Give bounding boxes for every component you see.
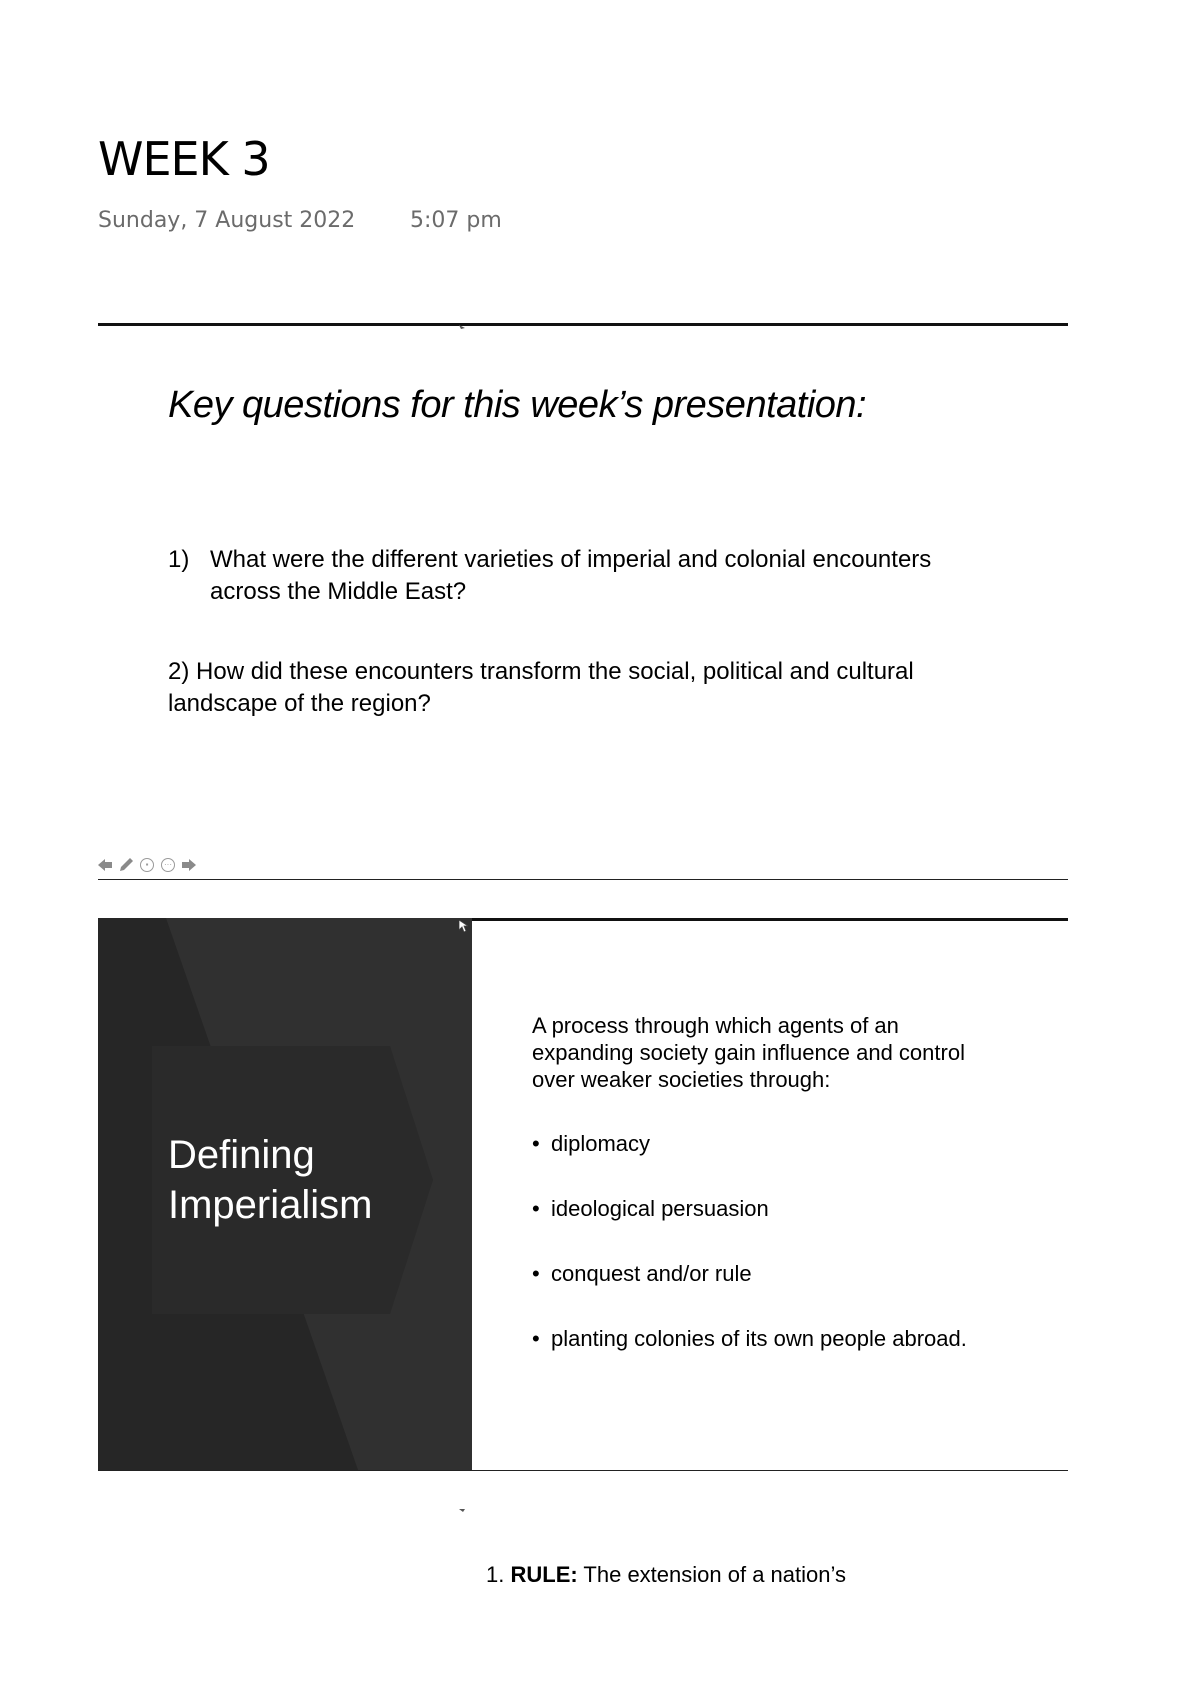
list-item: • diplomacy — [532, 1131, 651, 1156]
cursor-mark — [459, 1508, 465, 1514]
slide2-bullet-list — [532, 1130, 967, 1390]
list-item: • ideological persuasion — [532, 1196, 769, 1221]
page-time: 5:07 pm — [410, 208, 502, 233]
slide2-intro: A process through which agents of an expanding society gain influence and control over weaker societies through: — [532, 1013, 965, 1092]
question-2-text: 2) How did these encounters transform the social, political and cultural landscape of the region? — [168, 658, 914, 717]
arrow-left-icon[interactable] — [96, 856, 114, 874]
more-icon[interactable]: ··· — [159, 856, 177, 874]
page-date: Sunday, 7 August 2022 — [98, 208, 356, 233]
slide1-heading: Key questions for this week’s presentation: — [168, 384, 867, 426]
slide2-bottom-border — [98, 1470, 1068, 1471]
pencil-icon[interactable] — [117, 856, 135, 874]
slide2-heading — [168, 1130, 468, 1230]
slide2-heading-line2: Imperialism — [168, 1183, 373, 1227]
cursor-mark — [459, 325, 465, 331]
slide-top-border — [98, 323, 1068, 326]
circle-icon[interactable]: ▪ — [138, 856, 156, 874]
slide1-bottom-border — [98, 879, 1068, 880]
slide-nav-toolbar — [96, 856, 198, 874]
page-title[interactable]: WEEK 3 — [98, 132, 270, 186]
list-item: • conquest and/or rule — [532, 1261, 752, 1286]
partial-text-line: 1. RULE: The extension of a nation’s — [486, 1562, 846, 1582]
list-item: • planting colonies of its own people abroad. — [532, 1326, 967, 1351]
pointer-cursor-icon — [459, 920, 468, 932]
arrow-right-icon[interactable] — [180, 856, 198, 874]
slide2-heading-line1: Defining — [168, 1133, 315, 1177]
question-1-text: What were the different varieties of imperial and colonial encounters across the Middle East? — [210, 546, 932, 605]
question-1-number: 1) — [168, 546, 190, 573]
